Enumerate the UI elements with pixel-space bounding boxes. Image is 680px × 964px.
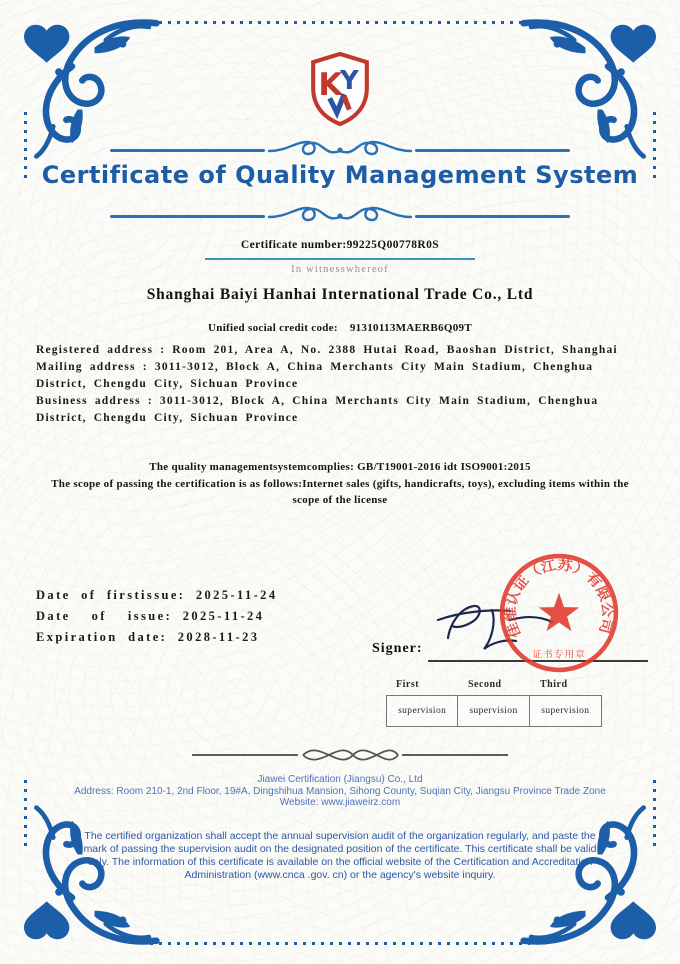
dotted-border-bottom [150, 942, 530, 945]
compliance-statement: The quality managementsystemcomplies: GB/T19001-2016 idt ISO9001:2015 [149, 461, 531, 473]
mailing-address: Mailing address : 3011-3012, Block A, China Merchants City Main Stadium, Chenghua District, Chengdu City, Sichuan Province [36, 361, 594, 390]
address-block [36, 342, 648, 427]
seal-ring-text: 佳维认证（江苏）有限公司 [503, 557, 615, 640]
certificate-number-label: Certificate number: [240, 239, 347, 251]
divider-line [415, 215, 570, 218]
underline-rule [205, 258, 475, 260]
page-title: Certificate of Quality Management System [41, 161, 639, 189]
ornamental-divider-bottom [110, 203, 570, 229]
date-first-issue: Date of firstissue: 2025-11-24 [36, 588, 278, 602]
seal-bottom-text: 证书专用章 [532, 649, 586, 661]
certificate-number-value: 99225Q00778R0S [346, 239, 440, 251]
swirl-ornament-icon [265, 137, 415, 163]
witness-text: In witnesswhereof [291, 264, 389, 275]
business-address: Business address : 3011-3012, Block A, China Merchants City Main Stadium, Chenghua District, Chengdu City, Sichuan Province [36, 395, 599, 424]
credit-code-value: 91310113MAERB6Q09T [349, 322, 472, 334]
issuer-address: Address: Room 210-1, 2nd Floor, 19#A, Dingshihua Mansion, Sihong County, Suqian City, Jiangsu Province Trade Zone [74, 785, 606, 797]
ornamental-divider-top [110, 137, 570, 163]
swirl-ornament-icon [265, 203, 415, 229]
supervision-header-second: Second [468, 679, 502, 690]
dotted-border-top [150, 21, 530, 24]
registered-address: Registered address : Room 201, Area A, No. 2388 Hutai Road, Baoshan District, Shanghai [36, 344, 618, 356]
issuer-block [30, 774, 650, 809]
supervision-table [386, 695, 602, 727]
divider-line [402, 754, 508, 756]
divider-line [192, 754, 298, 756]
credit-code-label: Unified social credit code: [208, 322, 338, 334]
signer-label: Signer: [372, 641, 423, 656]
date-of-issue: Date of issue: 2025-11-24 [36, 609, 265, 623]
supervision-cell-second: supervision [458, 696, 529, 726]
divider-line [415, 149, 570, 152]
company-name: Shanghai Baiyi Hanhai International Trade Co., Ltd [146, 286, 534, 303]
footer-note: The certified organization shall accept the annual supervision audit of the organization regularly, and paste the mark of passing the supervision audit on the designated position of the certificate. This certificate shall be valid only. The information of this certificate is available on the official website of the Certification and Accreditation Administration (www.cnca .gov. cn) or the agency's website inquiry. [83, 830, 597, 881]
compliance-block [40, 459, 640, 508]
certificate-number [0, 239, 680, 251]
dotted-border-left-bottom [24, 780, 27, 852]
scope-statement: The scope of passing the certification is as follows:Internet sales (gifts, handicrafts, toys), excluding items within the scope of the license [51, 478, 629, 506]
divider-line [110, 149, 265, 152]
ky-shield-logo-icon [307, 50, 373, 128]
divider-line [110, 215, 265, 218]
dotted-border-right-bottom [653, 780, 656, 852]
infinity-swirl-icon [298, 742, 402, 768]
company-seal-stamp [498, 552, 620, 674]
supervision-header-first: First [396, 679, 420, 690]
credit-code-row [0, 322, 680, 334]
expiration-date: Expiration date: 2028-11-23 [36, 630, 260, 644]
issuer-name: Jiawei Certification (Jiangsu) Co., Ltd [257, 774, 423, 785]
logo-letter-y: Y [340, 66, 359, 96]
ornamental-divider-footer [192, 742, 508, 768]
logo-letter-k: K [318, 67, 343, 104]
supervision-table-headers [386, 679, 602, 690]
dates-block [36, 585, 278, 648]
seal-star-icon [539, 593, 580, 632]
supervision-cell-first: supervision [387, 696, 458, 726]
issuer-website: Website: www.jiaweirz.com [279, 797, 401, 808]
supervision-header-third: Third [540, 679, 568, 690]
supervision-cell-third: supervision [541, 706, 590, 716]
